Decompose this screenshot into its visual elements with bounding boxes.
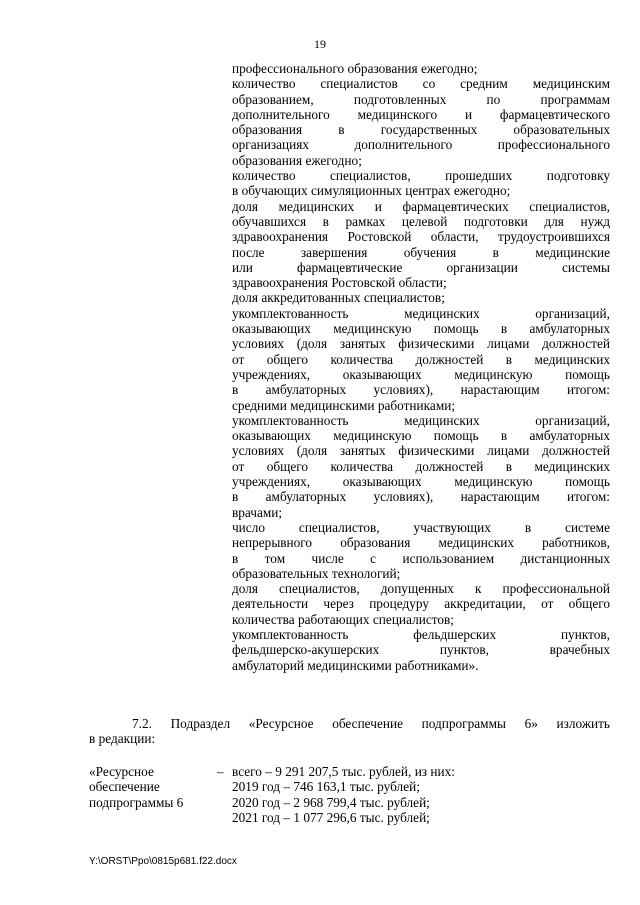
paragraph-line: учреждениях, оказывающих медицинскую помощь [232,366,610,382]
paragraph-line: оказывающих медицинскую помощь в амбулаторных [232,428,610,444]
paragraph-line: образовательных технологий; [232,565,401,581]
paragraph-line: дополнительного медицинского и фармацевтического [232,106,610,122]
paragraph-line: условиях (доля занятых физическими лицами должностей [232,336,610,352]
resource-label [89,764,219,810]
paragraph-line: количество специалистов, прошедших подготовку [232,168,610,184]
paragraph-line: фельдшерско-акушерских пунктов, врачебных [232,642,610,658]
paragraph-line: здравоохранения Ростовской области; [232,275,447,291]
paragraph-line: от общего количества должностей в медицинских [232,458,610,474]
paragraph-line: оказывающих медицинскую помощь в амбулаторных [232,321,610,337]
resource-value-line: 2020 год – 2 968 799,4 тыс. рублей; [232,794,430,810]
paragraph-line: в амбулаторных условиях), нарастающим итогом: [232,489,610,505]
paragraph-line: доля специалистов, допущенных к профессиональной [232,581,610,597]
paragraph-line: от общего количества должностей в медицинских [232,351,610,367]
paragraph-line: после завершения обучения в медицинские [232,244,610,260]
paragraph-line: укомплектованность фельдшерских пунктов, [232,626,610,642]
paragraph-line: образованием, подготовленных по программам [232,91,610,107]
paragraph-line: образования в государственных образовательных [232,122,610,138]
paragraph-line: число специалистов, участвующих в системе [232,519,610,535]
resource-value-line: 2019 год – 746 163,1 тыс. рублей; [232,779,420,795]
resource-label-line: «Ресурсное [89,764,154,779]
resource-values [232,764,610,825]
paragraph-line: укомплектованность медицинских организаций, [232,305,610,321]
resource-label-line: подпрограммы 6 [89,794,184,810]
paragraph-line: укомплектованность медицинских организаций, [232,412,610,428]
indicator-list [232,61,610,673]
section-heading [89,716,610,747]
paragraph-line: количество специалистов со средним медицинским [232,76,610,92]
paragraph-line: здравоохранения Ростовской области, трудоустроившихся [232,229,610,245]
paragraph-line: в том числе с использованием дистанционных [232,550,610,566]
page-number: 19 [314,37,326,51]
paragraph-line: в обучающих симуляционных центрах ежегодно; [232,183,511,199]
paragraph-line: в амбулаторных условиях), нарастающим итогом: [232,382,610,398]
paragraph-line: обучавшихся в рамках целевой подготовки для нужд [232,213,610,229]
paragraph-line: доля аккредитованных специалистов; [232,290,445,306]
paragraph-line: профессионального образования ежегодно; [232,61,478,76]
paragraph-line: условиях (доля занятых физическими лицами должностей [232,443,610,459]
paragraph-line: средними медицинскими работниками; [232,397,456,413]
paragraph-line: врачами; [232,504,283,520]
paragraph-line: доля медицинских и фармацевтических специалистов, [232,198,610,214]
paragraph-line: организациях дополнительного профессионального [232,137,610,153]
paragraph-line: непрерывного образования медицинских работников, [232,535,610,551]
paragraph-line: количества работающих специалистов; [232,611,454,627]
paragraph-line: учреждениях, оказывающих медицинскую помощь [232,474,610,490]
resource-dash: – [217,764,224,779]
resource-value-line: всего – 9 291 207,5 тыс. рублей, из них: [232,764,455,779]
file-path-footer: Y:\ORST\Ppo\0815p681.f22.docx [89,856,237,867]
resource-label-line: обеспечение [89,779,160,795]
paragraph-line: или фармацевтические организации системы [232,259,610,275]
resource-value-line: 2021 год – 1 077 296,6 тыс. рублей; [232,809,430,825]
section-heading-line2: в редакции: [89,731,156,747]
paragraph-line: амбулаторий медицинскими работниками». [232,657,479,673]
section-heading-line1: 7.2. Подраздел «Ресурсное обеспечение подпрограммы 6» изложить [132,716,610,731]
paragraph-line: образования ежегодно; [232,152,362,168]
paragraph-line: деятельности через процедуру аккредитации, от общего [232,596,610,612]
